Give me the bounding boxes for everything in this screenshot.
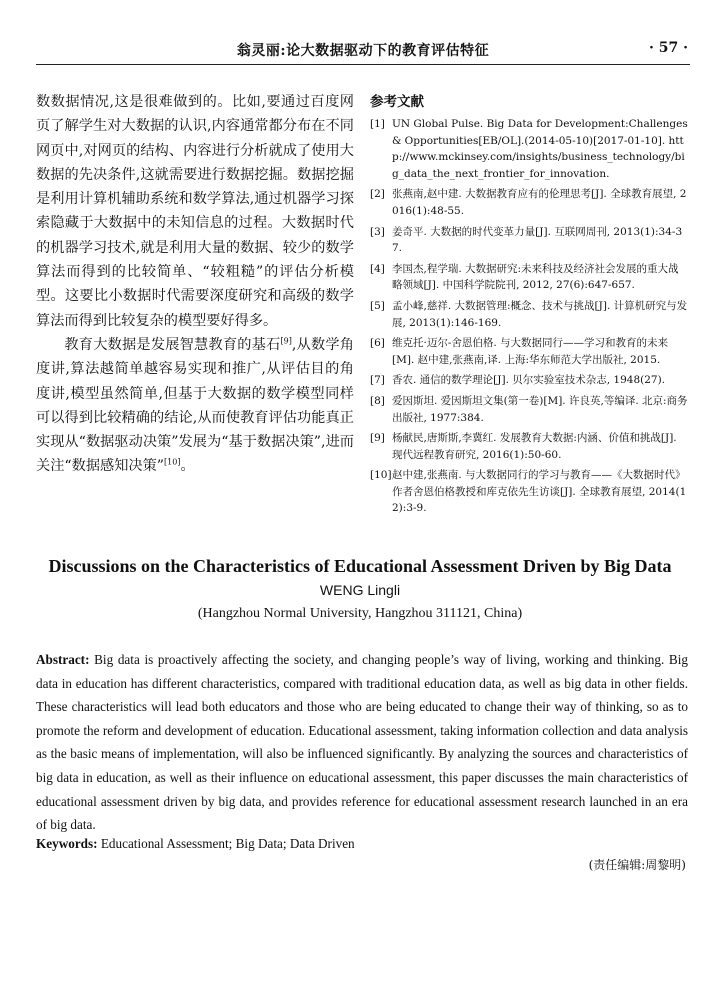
abstract-text: Big data is proactively affecting the society, and changing people’s way of living, working and thinking. Big data in education has different characteristics, compared with traditional education data, as well as big data in other fields. These characteristics will lead both educators and those who are being educated to change their way of thinking, so as to promote the reform and development of education. Educational assessment, taking information collection and data analysis as the basic means of implementation, will also be influenced significantly. By analyzing the sources and characteristics of big data in education, as well as their influence on educational assessment, this paper discusses the main characteristics of educational assessment driven by big data, and provides reference for educational assessment research launched in an era of big data.	[36, 652, 688, 833]
english-author: WENG Lingli	[319, 582, 401, 598]
reference-list	[370, 116, 688, 517]
references-column	[370, 90, 688, 521]
citation-10: [10]	[164, 457, 181, 467]
reference-item	[370, 261, 688, 294]
abstract-label: Abstract:	[36, 652, 90, 667]
english-title: Discussions on the Characteristics of Educational Assessment Driven by Big Data	[48, 556, 672, 576]
body-paragraph-2	[36, 333, 354, 479]
body-text-column	[36, 90, 354, 479]
reference-number: [2]	[370, 188, 385, 201]
reference-text: 李国杰,程学瑞. 大数据研究:未来科技及经济社会发展的重大战略领域[J]. 中国科学院院刊, 2012, 27(6):647-657.	[392, 262, 679, 292]
running-title: 翁灵丽:论大数据驱动下的教育评估特征	[236, 43, 490, 59]
body-paragraph-1: 数数据情况,这是很难做到的。比如,要通过百度网页了解学生对大数据的认识,内容通常都分布在不同网页中,对网页的结构、内容进行分析就成了使用大数据的先决条件,这就需要进行数据挖掘。数据挖掘是利用计算机辅助系统和数学算法,通过机器学习探索隐藏于大数据中的未知信息的过程。大数据时代的机器学习技术,就是利用大量的数据、较少的数学算法而得到的比较简单、“较粗糙”的评估分析模型。这要比小数据时代需要深度研究和高级的数学算法而得到比较复杂的模型要好得多。	[36, 94, 354, 329]
reference-number: [3]	[370, 225, 385, 238]
reference-number: [5]	[370, 299, 385, 312]
page-number: · 57 ·	[649, 40, 688, 56]
reference-text: 姜奇平. 大数据的时代变革力量[J]. 互联网周刊, 2013(1):34-37.	[392, 225, 683, 255]
english-keywords	[36, 836, 688, 852]
references-heading: 参考文献	[370, 94, 424, 110]
reference-text: 杨献民,唐斯斯,李冀红. 发展教育大数据:内涵、价值和挑战[J]. 现代远程教育研究, 2016(1):50-60.	[392, 432, 677, 461]
editor-note: (责任编辑:周黎明)	[588, 858, 686, 872]
reference-number: [4]	[370, 262, 385, 275]
paragraph-2-part-a: 教育大数据是发展智慧教育的基石	[64, 336, 281, 353]
running-header	[36, 38, 690, 65]
reference-item	[370, 335, 688, 368]
english-abstract	[36, 648, 688, 837]
reference-item	[370, 116, 688, 182]
keywords-text: Educational Assessment; Big Data; Data Driven	[97, 836, 355, 851]
reference-item	[370, 224, 688, 257]
reference-text: 赵中建,张燕南. 与大数据同行的学习与教育——《大数据时代》作者舍恩伯格教授和库克依先生访谈[J]. 全球教育展望, 2014(12):3-9.	[392, 469, 687, 515]
paragraph-2-part-c: 。	[180, 458, 195, 475]
reference-item	[370, 372, 688, 389]
reference-item	[370, 186, 688, 219]
reference-text: 爱因斯坦. 爱因斯坦文集(第一卷)[M]. 许良英,等编译. 北京:商务出版社, 1977:384.	[392, 394, 688, 424]
reference-number: [7]	[370, 374, 385, 387]
reference-text: 香农. 通信的数学理论[J]. 贝尔实验室技术杂志, 1948(27).	[392, 374, 666, 387]
reference-text: 孟小峰,慈祥. 大数据管理:概念、技术与挑战[J]. 计算机研究与发展, 2013(1):146-169.	[392, 299, 688, 329]
reference-item	[370, 393, 688, 426]
reference-number: [10]	[370, 469, 392, 482]
reference-text: UN Global Pulse. Big Data for Development:Challenges & Opportunities[EB/OL].(2014-05-10)[2017-01-10]. http://www.mckinsey.com/insights/business_technology/big_data_the_next_frontier_for_innovation.	[392, 118, 688, 180]
reference-text: 张燕南,赵中建. 大数据教育应有的伦理思考[J]. 全球教育展望, 2016(1):48-55.	[392, 188, 687, 217]
paragraph-2-part-b: ,从数学角度讲,算法越简单越容易实现和推广,从评估目的角度讲,模型虽然简单,但基于大数据的数学模型同样可以得到比较精确的结论,从而使教育评估功能真正实现从“数据驱动决策”发展为“基于数据决策”,进而关注“数据感知决策”	[36, 336, 354, 475]
english-affiliation: (Hangzhou Normal University, Hangzhou 311121, China)	[197, 606, 523, 621]
reference-number: [8]	[370, 394, 385, 407]
reference-number: [6]	[370, 337, 385, 350]
reference-item	[370, 298, 688, 331]
reference-number: [1]	[370, 118, 385, 130]
reference-number: [9]	[370, 432, 385, 445]
citation-9: [9]	[280, 336, 292, 346]
reference-text: 维克托·迈尔-舍恩伯格. 与大数据同行——学习和教育的未来[M]. 赵中建,张燕南,译. 上海:华东师范大学出版社, 2015.	[392, 337, 669, 366]
reference-item	[370, 467, 688, 517]
keywords-label: Keywords:	[36, 836, 98, 851]
reference-item	[370, 430, 688, 463]
